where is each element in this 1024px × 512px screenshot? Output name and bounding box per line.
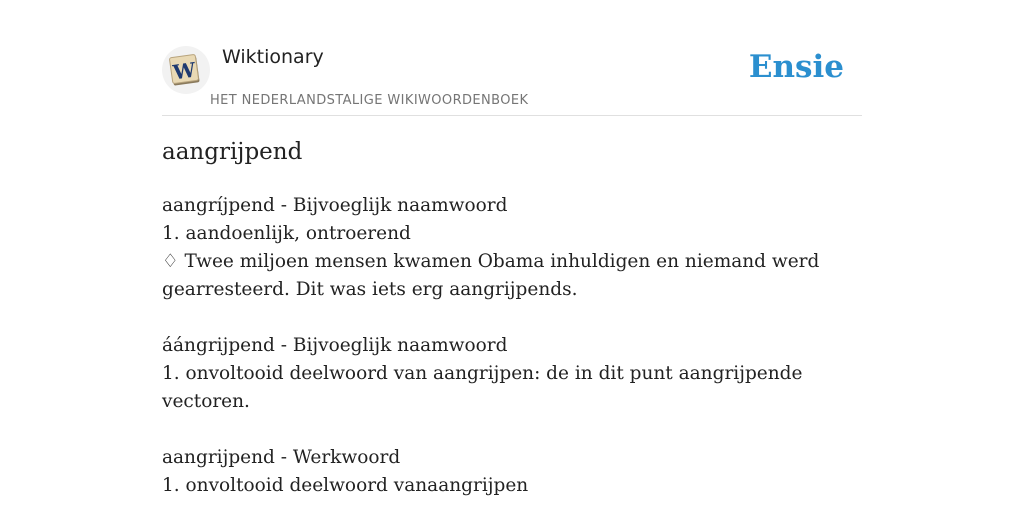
entry-heading: aangríjpend - Bijvoeglijk naamwoord (162, 195, 508, 216)
entry-definition: 1. onvoltooid deelwoord van aangrijpen: de in dit punt aangrijpende vectoren. (162, 363, 803, 412)
page-title: aangrijpend (162, 139, 303, 165)
page-container (162, 0, 862, 512)
ensie-brand-link[interactable]: Ensie (748, 49, 844, 85)
entry-definition: 1. onvoltooid deelwoord vanaangrijpen (162, 475, 529, 496)
header (162, 0, 862, 116)
entry-1 (162, 192, 862, 304)
logo-letter: W (171, 57, 198, 85)
entry-definition: 1. aandoenlijk, ontroerend (162, 223, 411, 244)
entry-heading: áángrijpend - Bijvoeglijk naamwoord (162, 335, 508, 356)
entry-example: ♢ Twee miljoen mensen kwamen Obama inhuldigen en niemand werd gearresteerd. Dit was iets erg aangrijpends. (162, 251, 820, 300)
entry-3 (162, 444, 862, 500)
site-name[interactable]: Wiktionary (222, 46, 324, 68)
site-subtitle: HET NEDERLANDSTALIGE WIKIWOORDENBOEK (210, 93, 529, 108)
wiktionary-logo-icon[interactable] (162, 46, 210, 94)
wiktionary-tile-icon (168, 52, 204, 88)
entry-heading: aangrijpend - Werkwoord (162, 447, 401, 468)
definitions (162, 192, 862, 512)
entry-2 (162, 332, 862, 416)
